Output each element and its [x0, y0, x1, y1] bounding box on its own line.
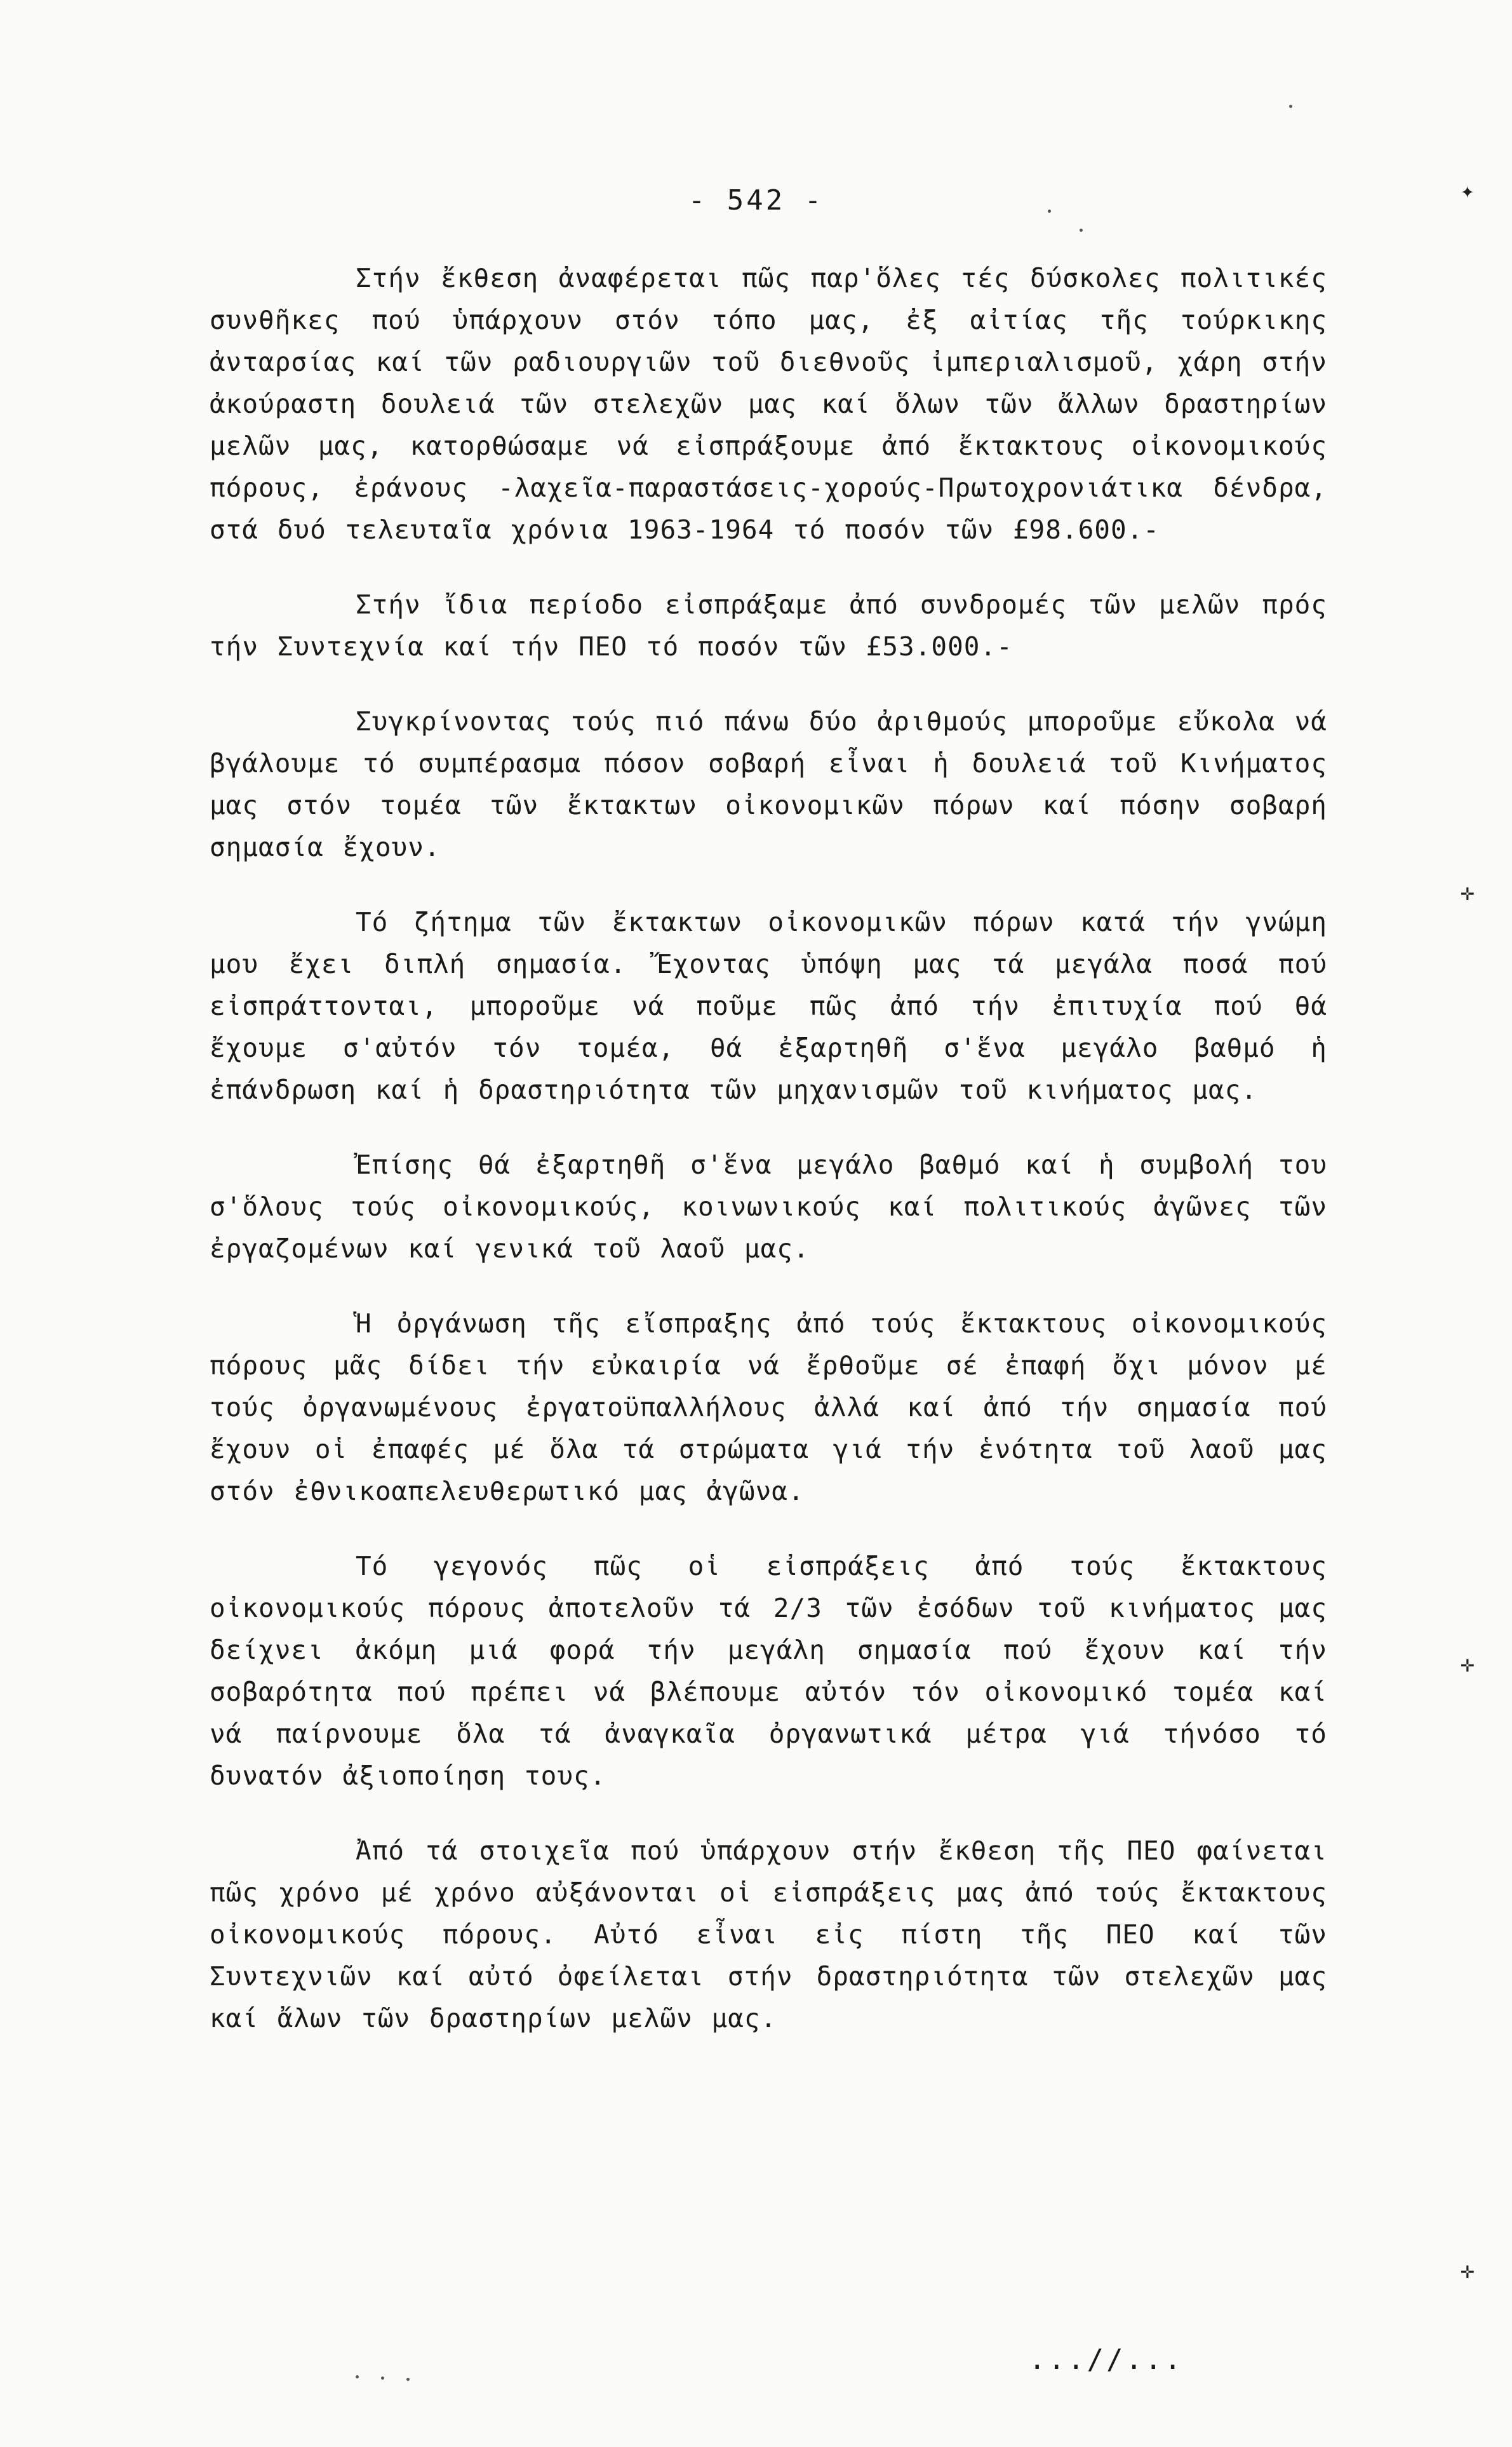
scan-speck	[1080, 229, 1083, 232]
paragraph: Ἡ ὀργάνωση τῆς εἴσπραξης ἀπό τούς ἔκτακτους οἰκονομικούς πόρους μᾶς δίδει τήν εὐκαιρία νά ἔρθοῦμε σέ ἐπαφή ὄχι μόνον μέ τούς ὀργανωμένους ἐργατοϋπαλλήλους ἀλλά καί ἀπό τήν σημασία πού ἔχουν οἱ ἐπαφές μέ ὅλα τά στρώματα γιά τήν ἑνότητα τοῦ λαοῦ μας στόν ἐθνικοαπελευθερωτικό μας ἀγῶνα.	[210, 1308, 1327, 1506]
registration-mark-icon: ✛	[1461, 1651, 1475, 1677]
paragraph: Συγκρίνοντας τούς πιό πάνω δύο ἀριθμούς μποροῦμε εὔκολα νά βγάλουμε τό συμπέρασμα πόσον σοβαρή εἶναι ἡ δουλειά τοῦ Κινήματος μας στόν τομέα τῶν ἔκτακτων οἰκονομικῶν πόρων καί πόσην σοβαρή σημασία ἔχουν.	[210, 706, 1327, 862]
registration-mark-icon: ✦	[1461, 178, 1475, 204]
body-text	[210, 257, 1327, 2072]
paragraph: Στήν ἔκθεση ἀναφέρεται πῶς παρ'ὅλες τές δύσκολες πολιτικές συνθῆκες πού ὑπάρχουν στόν τόπο μας, ἐξ αἰτίας τῆς τούρκικης ἀνταρσίας καί τῶν ραδιουργιῶν τοῦ διεθνοῦς ἰμπεριαλισμοῦ, χάρη στήν ἀκούραστη δουλειά τῶν στελεχῶν μας καί ὅλων τῶν ἄλλων δραστηρίων μελῶν μας, κατορθώσαμε νά εἰσπράξουμε ἀπό ἔκτακτους οἰκονομικούς πόρους, ἐράνους -λαχεῖα-παραστάσεις-χορούς-Πρωτοχρονιάτικα δένδρα, στά δυό τελευταῖα χρόνια 1963-1964 τό ποσόν τῶν £98.600.-	[210, 263, 1327, 545]
continuation-marker: ...//...	[1029, 2343, 1184, 2376]
scan-speck	[1048, 210, 1051, 213]
paragraph: Τό ζήτημα τῶν ἔκτακτων οἰκονομικῶν πόρων κατά τήν γνώμη μου ἔχει διπλή σημασία. Ἔχοντας ὑπόψη μας τά μεγάλα ποσά πού εἰσπράττονται, μποροῦμε νά ποῦμε πῶς ἀπό τήν ἐπιτυχία πού θά ἔχουμε σ'αὐτόν τόν τομέα, θά ἐξαρτηθῆ σ'ἕνα μεγάλο βαθμό ἡ ἐπάνδρωση καί ἡ δραστηριότητα τῶν μηχανισμῶν τοῦ κινήματος μας.	[210, 907, 1327, 1105]
registration-mark-icon: ✛	[1461, 880, 1475, 906]
paragraph: Ἐπίσης θά ἐξαρτηθῆ σ'ἕνα μεγάλο βαθμό καί ἡ συμβολή του σ'ὅλους τούς οἰκονομικούς, κοινωνικούς καί πολιτικούς ἀγῶνες τῶν ἐργαζομένων καί γενικά τοῦ λαοῦ μας.	[210, 1150, 1327, 1264]
scan-speck	[406, 2378, 410, 2381]
scan-speck	[381, 2377, 384, 2380]
scan-speck	[1289, 105, 1292, 108]
paragraph: Τό γεγονός πῶς οἱ εἰσπράξεις ἀπό τούς ἔκτακτους οἰκονομικούς πόρους ἀποτελοῦν τά 2/3 τῶν ἐσόδων τοῦ κινήματος μας δείχνει ἀκόμη μιά φορά τήν μεγάλη σημασία πού ἔχουν καί τήν σοβαρότητα πού πρέπει νά βλέπουμε αὐτόν τόν οἰκονομικό τομέα καί νά παίρνουμε ὅλα τά ἀναγκαῖα ὀργανωτικά μέτρα γιά τήνόσο τό δυνατόν ἀξιοποίηση τους.	[210, 1551, 1327, 1791]
scan-speck	[356, 2375, 359, 2378]
paragraph: Ἀπό τά στοιχεῖα πού ὑπάρχουν στήν ἔκθεση τῆς ΠΕΟ φαίνεται πῶς χρόνο μέ χρόνο αὐξάνονται οἱ εἰσπράξεις μας ἀπό τούς ἔκτακτους οἰκονομικούς πόρους. Αὐτό εἶναι εἰς πίστη τῆς ΠΕΟ καί τῶν Συντεχνιῶν καί αὐτό ὀφείλεται στήν δραστηριότητα τῶν στελεχῶν μας καί ἄλων τῶν δραστηρίων μελῶν μας.	[210, 1835, 1327, 2034]
registration-mark-icon: ✛	[1461, 2258, 1475, 2284]
paragraph: Στήν ἴδια περίοδο εἰσπράξαμε ἀπό συνδρομές τῶν μελῶν πρός τήν Συντεχνία καί τήν ΠΕΟ τό ποσόν τῶν £53.000.-	[210, 589, 1327, 662]
page-number: - 542 -	[688, 184, 824, 217]
